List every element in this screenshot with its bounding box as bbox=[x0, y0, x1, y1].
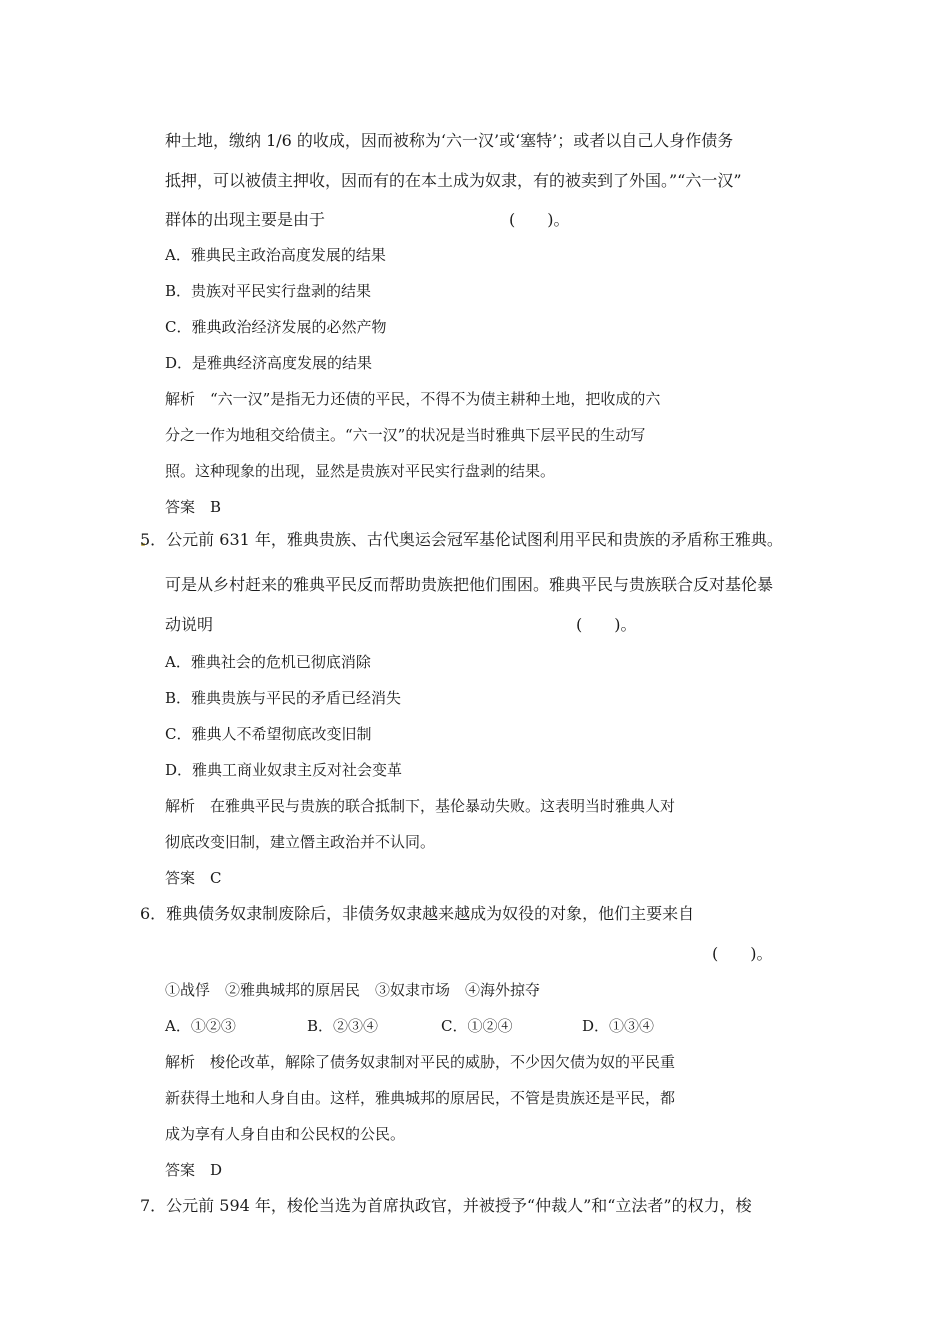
intro-line-1: 种土地，缴纳 1/6 的收成，因而被称为‘六一汉’或‘塞特’；或者以自己人身作债务 bbox=[165, 131, 734, 150]
q6-option-b: B．②③④ bbox=[307, 1017, 379, 1035]
q5-answer: 答案 C bbox=[165, 869, 222, 887]
answer-bracket: ( )。 bbox=[509, 210, 570, 229]
intro-line-2: 抵押，可以被债主押收，因而有的在本土成为奴隶，有的被卖到了外国。”“六一汉” bbox=[165, 171, 742, 190]
q6-analysis-line-3: 成为享有人身自由和公民权的公民。 bbox=[165, 1125, 406, 1143]
answer-bracket: ( )。 bbox=[712, 944, 773, 963]
q4-option-d: D．是雅典经济高度发展的结果 bbox=[165, 354, 373, 372]
q6-items: ①战俘 ②雅典城邦的原居民 ③奴隶市场 ④海外掠夺 bbox=[165, 981, 541, 999]
q5-option-b: B．雅典贵族与平民的矛盾已经消失 bbox=[165, 689, 402, 707]
answer-bracket: ( )。 bbox=[576, 615, 637, 634]
q6-analysis-line-2: 新获得土地和人身自由。这样，雅典城邦的原居民，不管是贵族还是平民，都 bbox=[165, 1089, 676, 1107]
q5-option-d: D．雅典工商业奴隶主反对社会变革 bbox=[165, 761, 403, 779]
q5-stem-line-3: 动说明 bbox=[165, 615, 214, 634]
q5-stem-line-2: 可是从乡村赶来的雅典平民反而帮助贵族把他们围困。雅典平民与贵族联合反对基伦暴 bbox=[165, 575, 774, 594]
q4-analysis-line-3: 照。这种现象的出现，显然是贵族对平民实行盘剥的结果。 bbox=[165, 462, 556, 480]
q4-option-c: C．雅典政治经济发展的必然产物 bbox=[165, 318, 387, 336]
q6-option-a: A．①②③ bbox=[165, 1017, 236, 1035]
q6-option-d: D．①③④ bbox=[582, 1017, 655, 1035]
q5-option-c: C．雅典人不希望彻底改变旧制 bbox=[165, 725, 372, 743]
q5-stem-line-1: 5．公元前 631 年，雅典贵族、古代奥运会冠军基伦试图利用平民和贵族的矛盾称王雅典。 bbox=[140, 530, 783, 549]
q5-analysis-line-1: 解析 在雅典平民与贵族的联合抵制下，基伦暴动失败。这表明当时雅典人对 bbox=[165, 797, 676, 815]
q4-analysis-line-2: 分之一作为地租交给债主。“六一汉”的状况是当时雅典下层平民的生动写 bbox=[165, 426, 646, 444]
q4-option-a: A．雅典民主政治高度发展的结果 bbox=[165, 246, 386, 264]
q5-analysis-line-2: 彻底改变旧制，建立僭主政治并不认同。 bbox=[165, 833, 436, 851]
q4-analysis-line-1: 解析 “六一汉”是指无力还债的平民，不得不为债主耕种土地，把收成的六 bbox=[165, 390, 661, 408]
q7-stem-line-1: 7．公元前 594 年，梭伦当选为首席执政官，并被授予“仲裁人”和“立法者”的权力，梭 bbox=[140, 1196, 752, 1215]
q6-option-c: C．①②④ bbox=[441, 1017, 513, 1035]
q5-option-a: A．雅典社会的危机已彻底消除 bbox=[165, 653, 371, 671]
q4-answer: 答案 B bbox=[165, 498, 222, 516]
q6-answer: 答案 D bbox=[165, 1161, 223, 1179]
q6-analysis-line-1: 解析 梭伦改革，解除了债务奴隶制对平民的威胁，不少因欠债为奴的平民重 bbox=[165, 1053, 676, 1071]
q4-option-b: B．贵族对平民实行盘剥的结果 bbox=[165, 282, 372, 300]
intro-line-3: 群体的出现主要是由于 bbox=[165, 210, 326, 229]
q6-stem-line-1: 6．雅典债务奴隶制废除后，非债务奴隶越来越成为奴役的对象，他们主要来自 bbox=[140, 904, 695, 923]
